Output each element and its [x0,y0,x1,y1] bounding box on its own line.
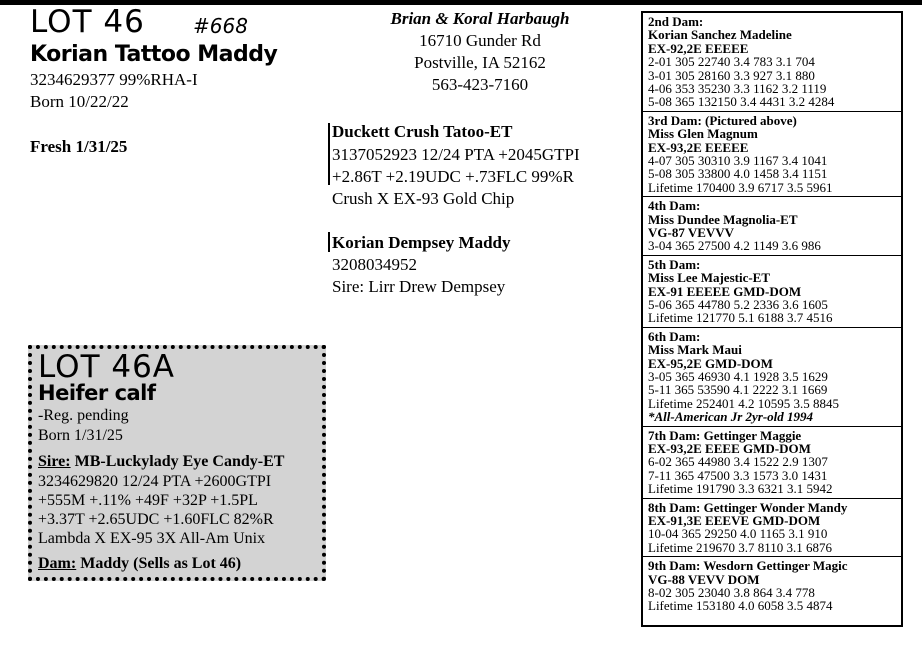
pedigree-divider [643,255,901,256]
pedigree-animal: Korian Sanchez Madeline [648,27,792,43]
pedigree-animal: Miss Mark Maui [648,342,742,358]
pedigree-record: 5-08 365 132150 3.4 4431 3.2 4284 [648,94,835,110]
calf-reg: -Reg. pending [38,407,129,424]
calf-sire-line-4: Lambda X EX-95 3X All-Am Unix [38,530,266,547]
calf-dam-line [38,554,241,574]
pedigree-section [648,559,848,613]
calf-subtitle: Heifer calf [38,381,156,405]
fresh-date: Fresh 1/31/25 [30,137,128,156]
pedigree-record: 7-11 365 47500 3.3 1573 3.0 1431 [648,467,828,483]
pedigree-header: 5th Dam: [648,256,701,272]
pedigree-header: 6th Dam: [648,328,701,344]
owner-name: Brian & Koral Harbaugh [390,9,570,28]
pedigree-record: 5-08 305 33800 4.0 1458 3.4 1151 [648,166,828,182]
sire-line-3: Crush X EX-93 Gold Chip [332,189,515,208]
dam-reg: 3208034952 [332,255,417,274]
pedigree-record: Lifetime 191790 3.3 6321 3.1 5942 [648,481,833,497]
pedigree-section [648,258,833,325]
pedigree-section [648,15,834,109]
pedigree-record: 4-06 353 35230 3.3 1162 3.2 1119 [648,81,827,97]
pedigree-note: *All-American Jr 2yr-old 1994 [648,409,814,425]
dam-name: Korian Dempsey Maddy [332,233,511,252]
pedigree-record: 10-04 365 29250 4.0 1165 3.1 910 [648,526,828,542]
calf-sire-line-2: +555M +.11% +49F +32P +1.5PL [38,492,258,509]
pedigree-section [648,114,833,194]
pedigree-record: 3-01 305 28160 3.3 927 3.1 880 [648,67,815,83]
pedigree-record: Lifetime 121770 5.1 6188 3.7 4516 [648,310,833,326]
pedigree-record: 6-02 365 44980 3.4 1522 2.9 1307 [648,454,828,470]
pedigree-record: 4-07 305 30310 3.9 1167 3.4 1041 [648,153,828,169]
dam-sire: Sire: Lirr Drew Dempsey [332,277,506,296]
sire-name: Duckett Crush Tatoo-ET [332,122,513,141]
pedigree-section [648,199,821,253]
sire-line-2: +2.86T +2.19UDC +.73FLC 99%R [332,167,574,186]
calf-sire-line-1: 3234629820 12/24 PTA +2600GTPI [38,473,272,490]
pedigree-animal: EX-93,2E EEEE GMD-DOM [648,441,811,456]
calf-dam-text: Maddy (Sells as Lot 46) [80,555,242,572]
pedigree-divider [643,556,901,557]
pedigree-section [648,429,833,496]
calf-sire-line-3: +3.37T +2.65UDC +1.60FLC 82%R [38,511,274,528]
pedigree-divider [643,111,901,112]
pedigree-record: Lifetime 252401 4.2 10595 3.5 8845 [648,395,840,411]
pedigree-animal: EX-93,2E EEEEE [648,139,749,155]
calf-dam-label: Dam: [38,555,77,572]
pedigree-animal: EX-92,2E EEEEE [648,40,749,56]
calf-sire-line [38,452,284,472]
pedigree-animal: VG-88 VEVV DOM [648,571,760,587]
calf-sire-name: MB-Luckylady Eye Candy-ET [74,453,285,470]
pedigree-header: 3rd Dam: (Pictured above) [648,112,797,128]
pedigree-record: Lifetime 219670 3.7 8110 3.1 6876 [648,539,833,555]
pedigree-animal: EX-95,2E GMD-DOM [648,355,773,371]
owner-block [355,8,605,96]
pedigree-record: Lifetime 153180 4.0 6058 3.5 4874 [648,598,833,614]
pedigree-divider [643,196,901,197]
pedigree-animal: EX-91 EEEEE GMD-DOM [648,283,802,299]
pedigree-record: 3-04 365 27500 4.2 1149 3.6 986 [648,238,821,254]
pedigree-animal: Miss Lee Majestic-ET [648,270,771,286]
owner-phone: 563-423-7160 [431,75,529,94]
pedigree-animal: Miss Glen Magnum [648,126,758,142]
pedigree-record: 2-01 305 22740 3.4 783 3.1 704 [648,54,815,70]
pedigree-box [641,11,903,627]
calf-sire-label: Sire: [38,453,71,470]
calf-box [28,345,326,581]
sire-line-1: 3137052923 12/24 PTA +2045GTPI [332,145,580,164]
pedigree-record: 8-02 305 23040 3.8 864 3.4 778 [648,585,815,600]
pedigree-animal: VG-87 VEVVV [648,225,735,240]
pedigree-divider [643,498,901,499]
pedigree-section [648,330,839,424]
cow-name: Korian Tattoo Maddy [30,42,278,67]
calf-born: Born 1/31/25 [38,427,123,444]
pedigree-section [648,501,847,555]
pedigree-record: 5-06 365 44780 5.2 2336 3.6 1605 [648,297,828,313]
calf-lot-title: LOT 46A [38,349,176,385]
pedigree-animal: Miss Dundee Magnolia-ET [648,211,798,227]
pedigree-header: 8th Dam: Gettinger Wonder Mandy [648,499,848,515]
registration-line: 3234629377 99%RHA-I [30,70,198,89]
pedigree-record: 3-05 365 46930 4.1 1928 3.5 1629 [648,369,828,385]
pedigree-divider [643,426,901,427]
pedigree-record: Lifetime 170400 3.9 6717 3.5 5961 [648,179,833,195]
pedigree-header: 7th Dam: Gettinger Maggie [648,427,802,443]
pedigree-header: 2nd Dam: [648,14,704,29]
lot-title: LOT 46 [30,4,145,40]
pedigree-animal: EX-91,3E EEEVE GMD-DOM [648,513,821,528]
lot-number: #668 [193,14,248,38]
owner-street: 16710 Gunder Rd [419,31,541,50]
pedigree-record: 5-11 365 53590 4.1 2222 3.1 1669 [648,382,828,398]
pedigree-divider [643,327,901,328]
pedigree-header: 9th Dam: Wesdorn Gettinger Magic [648,558,848,574]
owner-city: Postville, IA 52162 [414,53,546,72]
pedigree-header: 4th Dam: [648,198,701,214]
birth-date: Born 10/22/22 [30,92,129,111]
